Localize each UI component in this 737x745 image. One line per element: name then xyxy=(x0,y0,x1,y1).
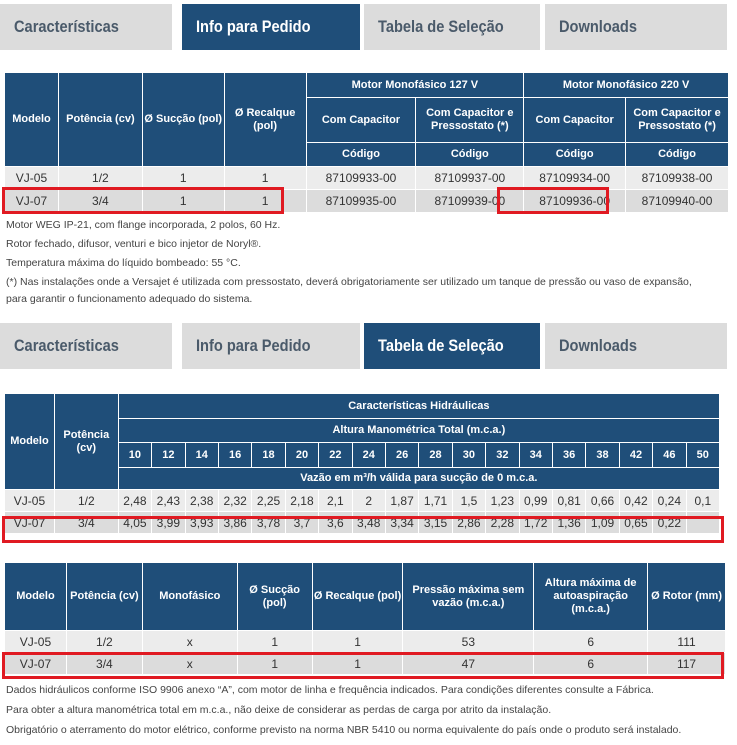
cell: 3/4 xyxy=(66,653,142,675)
col-altura-autoaspiracao: Altura máxima de autoaspiração (m.c.a.) xyxy=(534,563,648,631)
cell: VJ-05 xyxy=(5,167,59,190)
col-height: 46 xyxy=(653,443,686,468)
cell: 1/2 xyxy=(66,631,142,653)
col-height: 18 xyxy=(252,443,285,468)
highlight-row-vj07 xyxy=(2,652,724,679)
note: Motor WEG IP-21, com flange incorporada, 2 polos, 60 Hz. xyxy=(6,219,281,231)
cell: 3,15 xyxy=(419,512,452,534)
cell: 3,86 xyxy=(218,512,251,534)
tab-info-pedido[interactable]: Info para Pedido xyxy=(182,4,360,50)
cell: 1 xyxy=(142,167,224,190)
cell: 87109939-00 xyxy=(416,190,524,213)
col-recalque: Ø Recalque (pol) xyxy=(224,73,306,167)
cell: 1 xyxy=(224,167,306,190)
cell: 2,25 xyxy=(252,490,285,512)
tab-caracteristicas[interactable]: Características xyxy=(0,4,172,50)
col-height: 50 xyxy=(686,443,719,468)
cell: 3,93 xyxy=(185,512,218,534)
col-codigo: Código xyxy=(524,143,626,167)
cell: 3,78 xyxy=(252,512,285,534)
col-codigo: Código xyxy=(416,143,524,167)
col-vazao: Vazão em m³/h válida para sucção de 0 m.c.a. xyxy=(118,468,719,490)
cell: 3,7 xyxy=(285,512,318,534)
cell: 0,81 xyxy=(552,490,585,512)
cell: 3/4 xyxy=(54,512,118,534)
cell: 2,32 xyxy=(218,490,251,512)
cell: 3,48 xyxy=(352,512,385,534)
cell: 3,6 xyxy=(319,512,352,534)
cell: 2,1 xyxy=(319,490,352,512)
tab-bar-middle xyxy=(0,323,737,369)
note: Rotor fechado, difusor, venturi e bico injetor de Noryl®. xyxy=(6,238,262,250)
col-succao: Ø Sucção (pol) xyxy=(142,73,224,167)
cell: 1,71 xyxy=(419,490,452,512)
col-recalque: Ø Recalque (pol) xyxy=(312,563,403,631)
cell: 87109935-00 xyxy=(306,190,416,213)
note: Obrigatório o aterramento do motor elétrico, conforme previsto na norma NBR 5410 ou norma equivalente do país onde o produto será instalado. xyxy=(6,724,682,736)
cell: 1,36 xyxy=(552,512,585,534)
cell: 0,42 xyxy=(619,490,652,512)
tab-tabela-selecao[interactable]: Tabela de Seleção xyxy=(364,323,540,369)
note: Temperatura máxima do líquido bombeado: 55 °C. xyxy=(6,257,241,269)
cell: VJ-05 xyxy=(5,631,67,653)
col-com-capacitor-pressostato-220: Com Capacitor e Pressostato (*) xyxy=(626,98,729,143)
cell: 6 xyxy=(534,653,648,675)
col-height: 26 xyxy=(385,443,418,468)
cell: 2,38 xyxy=(185,490,218,512)
col-height: 36 xyxy=(552,443,585,468)
cell: 87109934-00 xyxy=(524,167,626,190)
cell: 87109937-00 xyxy=(416,167,524,190)
tab-tabela-selecao[interactable]: Tabela de Seleção xyxy=(364,4,540,50)
col-height: 12 xyxy=(152,443,185,468)
cell: 87109936-00 xyxy=(524,190,626,213)
tab-bar-top xyxy=(0,4,737,50)
table-row xyxy=(5,631,726,653)
cell: x xyxy=(142,631,237,653)
cell: VJ-07 xyxy=(5,190,59,213)
col-codigo: Código xyxy=(306,143,416,167)
note: Dados hidráulicos conforme ISO 9906 anexo “A”, com motor de linha e frequência indicados. Para condições diferentes consulte a Fábrica. xyxy=(6,684,654,696)
col-height: 30 xyxy=(452,443,485,468)
cell: 0,24 xyxy=(653,490,686,512)
cell: 87109940-00 xyxy=(626,190,729,213)
cell: 87109938-00 xyxy=(626,167,729,190)
cell: 3,34 xyxy=(385,512,418,534)
tab-caracteristicas[interactable]: Características xyxy=(0,323,172,369)
cell: 1,72 xyxy=(519,512,552,534)
col-com-capacitor-pressostato-127: Com Capacitor e Pressostato (*) xyxy=(416,98,524,143)
col-modelo: Modelo xyxy=(5,563,67,631)
cell: 4,05 xyxy=(118,512,151,534)
cell: 1,5 xyxy=(452,490,485,512)
cell: 111 xyxy=(648,631,726,653)
col-com-capacitor-220: Com Capacitor xyxy=(524,98,626,143)
col-motor-220: Motor Monofásico 220 V xyxy=(524,73,729,98)
cell: 1 xyxy=(224,190,306,213)
col-motor-127: Motor Monofásico 127 V xyxy=(306,73,524,98)
col-height: 28 xyxy=(419,443,452,468)
note: Para obter a altura manométrica total em m.c.a., não deixe de considerar as perdas de carga por atrito da instalação. xyxy=(6,704,552,716)
cell: 2 xyxy=(352,490,385,512)
col-rotor: Ø Rotor (mm) xyxy=(648,563,726,631)
col-codigo: Código xyxy=(626,143,729,167)
col-height: 38 xyxy=(586,443,619,468)
cell: 2,43 xyxy=(152,490,185,512)
cell: 1 xyxy=(237,631,312,653)
cell: 0,66 xyxy=(586,490,619,512)
cell: 3/4 xyxy=(58,190,142,213)
tab-downloads[interactable]: Downloads xyxy=(545,323,727,369)
col-com-capacitor-127: Com Capacitor xyxy=(306,98,416,143)
cell: 1 xyxy=(237,653,312,675)
col-height: 24 xyxy=(352,443,385,468)
cell: 87109933-00 xyxy=(306,167,416,190)
note: (*) Nas instalações onde a Versajet é utilizada com pressostato, deverá obrigatoriamente ser utilizado um tanque de pressão ou vaso de expansão, xyxy=(6,276,692,288)
col-height: 42 xyxy=(619,443,652,468)
col-succao: Ø Sucção (pol) xyxy=(237,563,312,631)
cell: 2,86 xyxy=(452,512,485,534)
cell: 2,18 xyxy=(285,490,318,512)
col-height: 34 xyxy=(519,443,552,468)
cell: 0,99 xyxy=(519,490,552,512)
col-altura-manometrica: Altura Manométrica Total (m.c.a.) xyxy=(118,419,719,443)
note: para garantir o funcionamento adequado do sistema. xyxy=(6,293,253,305)
cell: x xyxy=(142,653,237,675)
cell: 0,22 xyxy=(653,512,686,534)
cell: 1 xyxy=(312,631,403,653)
cell: 0,1 xyxy=(686,490,719,512)
col-height: 14 xyxy=(185,443,218,468)
col-modelo: Modelo xyxy=(5,73,59,167)
col-potencia: Potência (cv) xyxy=(58,73,142,167)
col-height: 10 xyxy=(118,443,151,468)
tab-info-pedido[interactable]: Info para Pedido xyxy=(182,323,360,369)
cell: 2,28 xyxy=(486,512,519,534)
col-monofasico: Monofásico xyxy=(142,563,237,631)
cell: 53 xyxy=(403,631,534,653)
col-modelo: Modelo xyxy=(5,394,55,490)
cell: 0,65 xyxy=(619,512,652,534)
cell: 1,09 xyxy=(586,512,619,534)
cell: 1 xyxy=(142,190,224,213)
cell: 1,23 xyxy=(486,490,519,512)
col-height: 20 xyxy=(285,443,318,468)
cell: 1/2 xyxy=(58,167,142,190)
cell: 3,99 xyxy=(152,512,185,534)
cell: 1,87 xyxy=(385,490,418,512)
col-potencia: Potência (cv) xyxy=(66,563,142,631)
col-caracteristicas-hidraulicas: Características Hidráulicas xyxy=(118,394,719,419)
cell: 117 xyxy=(648,653,726,675)
cell: 1 xyxy=(312,653,403,675)
col-potencia: Potência (cv) xyxy=(54,394,118,490)
table-row xyxy=(5,490,720,512)
cell: VJ-07 xyxy=(5,653,67,675)
tab-downloads[interactable]: Downloads xyxy=(545,4,727,50)
col-height: 22 xyxy=(319,443,352,468)
cell: 1/2 xyxy=(54,490,118,512)
col-height: 32 xyxy=(486,443,519,468)
cell: 6 xyxy=(534,631,648,653)
col-height: 16 xyxy=(218,443,251,468)
cell: VJ-07 xyxy=(5,512,55,534)
highlight-row-vj07 xyxy=(2,187,284,214)
cell: 2,48 xyxy=(118,490,151,512)
col-pressao-maxima: Pressão máxima sem vazão (m.c.a.) xyxy=(403,563,534,631)
highlight-row-vj07 xyxy=(2,516,724,543)
highlight-code-cell xyxy=(497,187,609,214)
cell: 47 xyxy=(403,653,534,675)
hydraulic-table xyxy=(4,393,720,534)
cell: VJ-05 xyxy=(5,490,55,512)
